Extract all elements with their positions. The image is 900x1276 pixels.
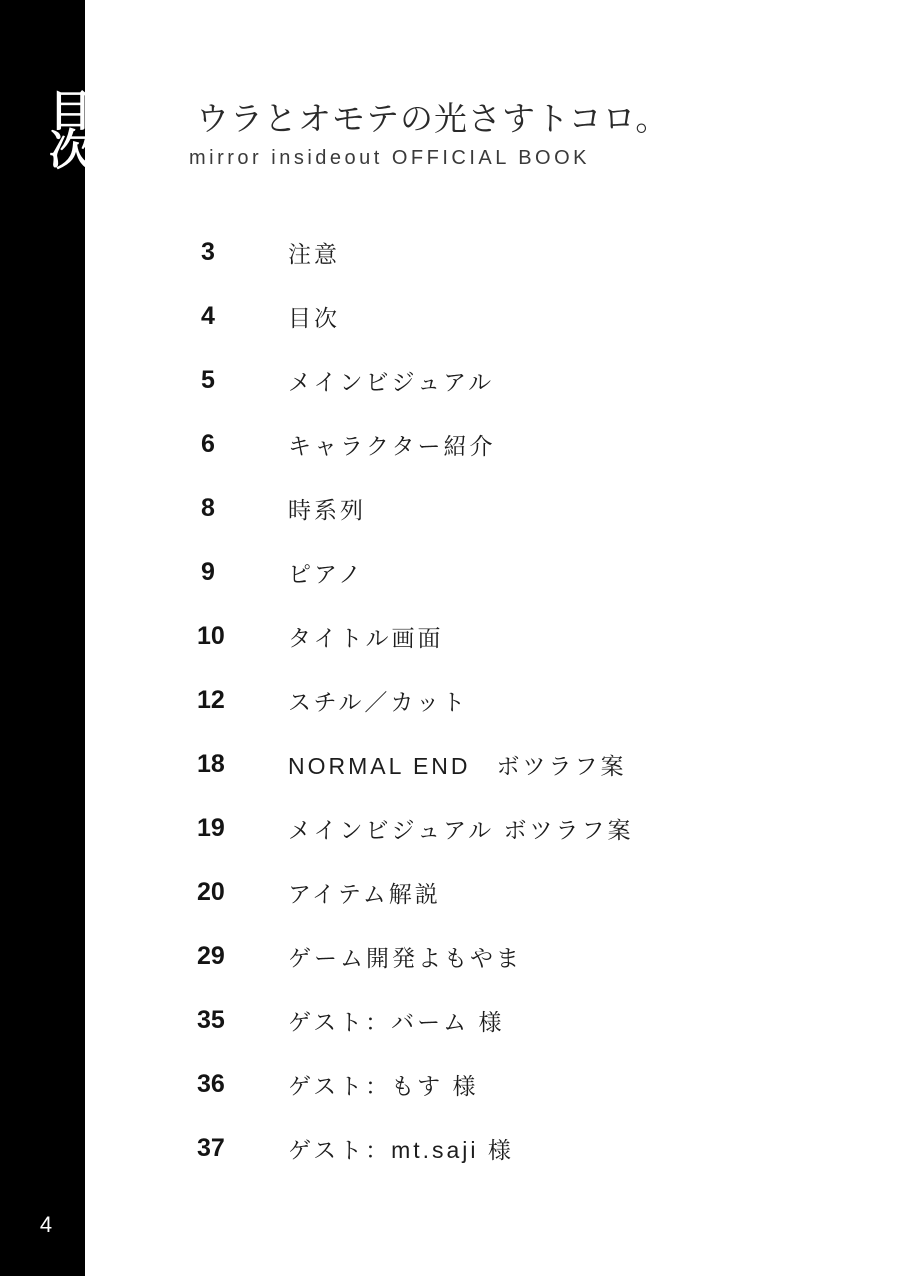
toc-entry-title: ゲスト：バーム 様 [288, 1008, 505, 1035]
toc-entry-page: 35 [197, 1005, 225, 1034]
toc-entry [197, 860, 634, 924]
toc-vertical-label: 目次 [49, 88, 92, 175]
toc-entry-page: 29 [197, 941, 225, 970]
toc-entry-title: ゲーム開発よもやま [288, 944, 522, 971]
toc-entry [197, 348, 634, 412]
toc-entry-page: 36 [197, 1069, 225, 1098]
toc-entry-page: 5 [201, 365, 215, 394]
toc-entry-title: アイテム解説 [288, 880, 441, 907]
toc-entry-page: 19 [197, 813, 225, 842]
toc-entry-title: タイトル画面 [288, 624, 444, 651]
toc-entry [197, 604, 634, 668]
toc-entry-page: 8 [201, 493, 215, 522]
left-black-band [0, 0, 92, 1276]
book-subtitle: mirror insideout OFFICIAL BOOK [189, 147, 590, 169]
toc-entry [197, 412, 634, 476]
toc-entry [197, 668, 634, 732]
toc-entry [197, 1116, 634, 1180]
toc-entry-page: 6 [201, 429, 215, 458]
toc-entry [197, 988, 634, 1052]
toc-entry-title: ゲスト：もす 様 [288, 1072, 479, 1099]
toc-entry-title: 時系列 [288, 496, 366, 523]
toc-entry [197, 796, 634, 860]
toc-entry-page: 37 [197, 1133, 225, 1162]
toc-list [197, 220, 634, 1180]
toc-entry [197, 476, 634, 540]
toc-entry [197, 732, 634, 796]
toc-entry-title: ピアノ [288, 560, 365, 587]
toc-entry [197, 1052, 634, 1116]
book-title: ウラとオモテの光さすトコロ。 [196, 100, 670, 137]
toc-entry-page: 10 [197, 621, 225, 650]
toc-entry [197, 220, 634, 284]
toc-entry-title: スチル／カット [288, 688, 469, 715]
toc-entry-page: 9 [201, 557, 215, 586]
toc-entry-page: 12 [197, 685, 225, 714]
book-header [189, 93, 669, 170]
toc-entry-page: 3 [201, 237, 215, 266]
toc-entry [197, 540, 634, 604]
toc-entry [197, 924, 634, 988]
toc-entry-title: NORMAL END ボツラフ案 [288, 752, 627, 779]
toc-entry-title: 目次 [288, 304, 340, 331]
toc-entry-title: キャラクター紹介 [288, 432, 496, 459]
toc-entry [197, 284, 634, 348]
toc-entry-title: ゲスト：mt.saji 様 [288, 1136, 514, 1163]
toc-entry-page: 4 [201, 301, 215, 330]
toc-entry-title: 注意 [288, 240, 340, 267]
toc-entry-title: メインビジュアル ボツラフ案 [288, 816, 634, 843]
page-number: 4 [39, 1212, 53, 1237]
toc-entry-page: 20 [197, 877, 225, 906]
toc-entry-page: 18 [197, 749, 225, 778]
toc-entry-title: メインビジュアル [288, 368, 495, 395]
